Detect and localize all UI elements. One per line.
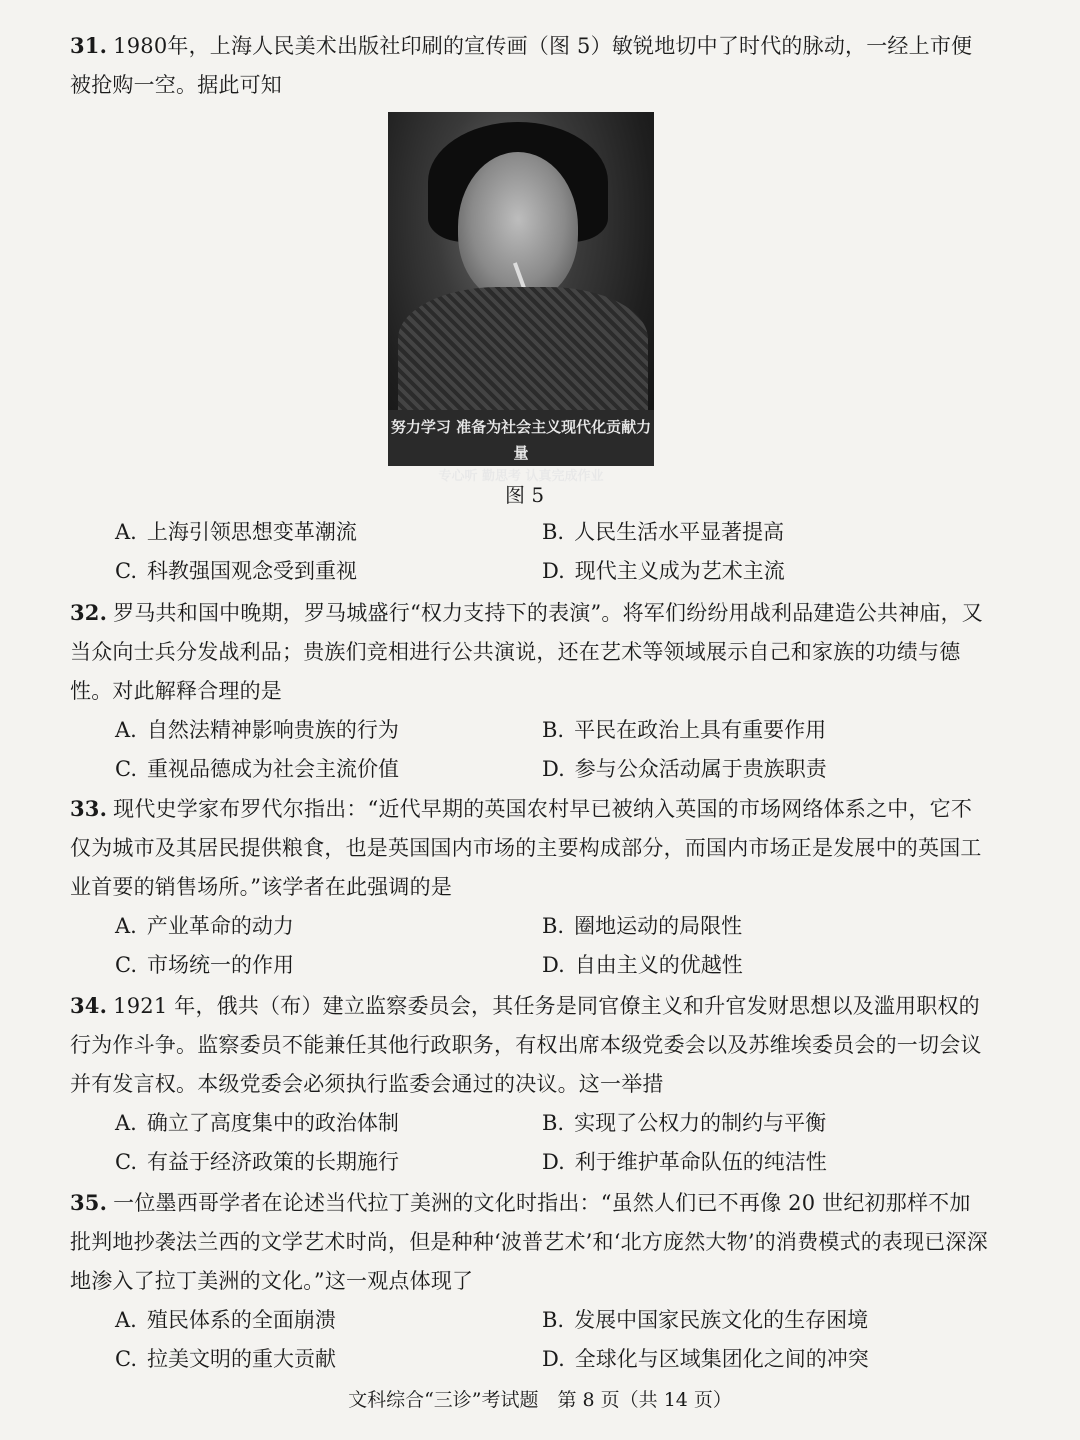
options-grid <box>115 1301 990 1379</box>
option-d[interactable] <box>542 552 962 591</box>
question-31 <box>70 26 990 105</box>
option-d[interactable] <box>542 750 962 789</box>
options-grid <box>115 513 990 591</box>
question-35 <box>70 1183 990 1379</box>
option-letter: B. <box>542 1111 565 1135</box>
option-letter: A. <box>115 718 137 742</box>
option-c[interactable] <box>115 750 542 789</box>
option-text: 平民在政治上具有重要作用 <box>574 718 827 742</box>
option-c[interactable] <box>115 946 542 985</box>
poster-body-shape <box>398 287 648 417</box>
option-text: 圈地运动的局限性 <box>574 914 743 938</box>
options-grid <box>115 1104 990 1182</box>
option-letter: B. <box>542 914 565 938</box>
option-a[interactable] <box>115 907 542 946</box>
question-text: 现代史学家布罗代尔指出：“近代早期的英国农村早已被纳入英国的市场网络体系之中，它不仅为城市及其居民提供粮食，也是英国国内市场的主要构成部分，而国内市场正是发展中的英国工业首要的销售场所。”该学者在此强调的是 <box>70 797 982 899</box>
question-text: 1921 年，俄共（布）建立监察委员会，其任务是同官僚主义和升官发财思想以及滥用职权的行为作斗争。监察委员不能兼任其他行政职务，有权出席本级党委会以及苏维埃委员会的一切会议并有发言权。本级党委会必须执行监委会通过的决议。这一举措 <box>70 994 982 1096</box>
poster-slogan-line-1: 努力学习 准备为社会主义现代化贡献力量 <box>390 418 652 462</box>
option-a[interactable] <box>115 513 542 552</box>
option-b[interactable] <box>542 1104 962 1143</box>
poster-slogan <box>388 410 654 484</box>
option-d[interactable] <box>542 946 962 985</box>
option-text: 殖民体系的全面崩溃 <box>146 1308 336 1332</box>
option-text: 人民生活水平显著提高 <box>574 520 785 544</box>
option-letter: A. <box>115 914 137 938</box>
option-letter: D. <box>542 1150 565 1174</box>
option-letter: D. <box>542 757 565 781</box>
option-text: 上海引领思想变革潮流 <box>146 520 357 544</box>
question-number: 34. <box>70 993 108 1018</box>
question-text: 一位墨西哥学者在论述当代拉丁美洲的文化时指出：“虽然人们已不再像 20 世纪初那样不加批判地抄袭法兰西的文学艺术时尚，但是种种‘波普艺术’和‘北方庞然大物’的消费模式的表现已深深地渗入了拉丁美洲的文化。”这一观点体现了 <box>70 1191 988 1293</box>
option-text: 自然法精神影响贵族的行为 <box>146 718 399 742</box>
option-b[interactable] <box>542 513 962 552</box>
question-text: 1980年，上海人民美术出版社印刷的宣传画（图 5）敏锐地切中了时代的脉动，一经上市便被抢购一空。据此可知 <box>70 34 973 97</box>
question-number: 35. <box>70 1190 108 1215</box>
question-31-options <box>70 513 990 591</box>
question-33 <box>70 789 990 985</box>
option-letter: A. <box>115 1308 137 1332</box>
propaganda-poster-image <box>388 112 654 484</box>
figure-caption: 图 5 <box>505 483 545 507</box>
option-text: 拉美文明的重大贡献 <box>147 1347 336 1371</box>
question-stem <box>70 986 990 1104</box>
option-text: 发展中国家民族文化的生存困境 <box>574 1308 869 1332</box>
option-letter: B. <box>542 520 565 544</box>
option-text: 利于维护革命队伍的纯洁性 <box>574 1150 827 1174</box>
option-d[interactable] <box>542 1340 962 1379</box>
question-number: 32. <box>70 600 108 625</box>
option-b[interactable] <box>542 907 962 946</box>
option-text: 重视品德成为社会主流价值 <box>147 757 399 781</box>
question-stem <box>70 789 990 907</box>
options-grid <box>115 907 990 985</box>
poster-slogan-line-2: 专心听 勤思考 认真完成作业 <box>438 469 604 484</box>
option-d[interactable] <box>542 1143 962 1182</box>
page-footer: 文科综合“三诊”考试题 第 8 页（共 14 页） <box>348 1389 732 1411</box>
question-text: 罗马共和国中晚期，罗马城盛行“权力支持下的表演”。将军们纷纷用战利品建造公共神庙，又当众向士兵分发战利品；贵族们竞相进行公共演说，还在艺术等领域展示自己和家族的功绩与德性。对此解释合理的是 <box>70 601 984 703</box>
option-letter: D. <box>542 953 565 977</box>
option-b[interactable] <box>542 711 962 750</box>
option-letter: B. <box>542 718 565 742</box>
question-stem <box>70 1183 990 1301</box>
option-letter: C. <box>115 757 137 781</box>
option-letter: A. <box>115 520 137 544</box>
option-text: 产业革命的动力 <box>146 914 294 938</box>
option-letter: C. <box>115 1347 137 1371</box>
question-number: 31. <box>70 33 108 58</box>
option-text: 确立了高度集中的政治体制 <box>146 1111 399 1135</box>
option-a[interactable] <box>115 711 542 750</box>
options-grid <box>115 711 990 789</box>
question-32 <box>70 593 990 789</box>
option-letter: C. <box>115 953 137 977</box>
question-stem <box>70 26 990 105</box>
option-letter: C. <box>115 1150 137 1174</box>
option-c[interactable] <box>115 1143 542 1182</box>
figure-5-poster <box>388 112 654 484</box>
option-a[interactable] <box>115 1104 542 1143</box>
option-text: 参与公众活动属于贵族职责 <box>574 757 827 781</box>
option-c[interactable] <box>115 552 542 591</box>
option-letter: D. <box>542 1347 565 1371</box>
option-text: 全球化与区域集团化之间的冲突 <box>574 1347 869 1371</box>
option-text: 现代主义成为艺术主流 <box>574 559 785 583</box>
option-text: 市场统一的作用 <box>147 953 294 977</box>
question-number: 33. <box>70 796 108 821</box>
option-a[interactable] <box>115 1301 542 1340</box>
option-c[interactable] <box>115 1340 542 1379</box>
option-letter: B. <box>542 1308 565 1332</box>
question-stem <box>70 593 990 711</box>
option-letter: C. <box>115 559 137 583</box>
option-text: 自由主义的优越性 <box>574 953 743 977</box>
option-text: 实现了公权力的制约与平衡 <box>574 1111 827 1135</box>
option-text: 有益于经济政策的长期施行 <box>147 1150 399 1174</box>
option-text: 科教强国观念受到重视 <box>147 559 357 583</box>
option-letter: D. <box>542 559 565 583</box>
question-34 <box>70 986 990 1182</box>
option-letter: A. <box>115 1111 137 1135</box>
option-b[interactable] <box>542 1301 962 1340</box>
